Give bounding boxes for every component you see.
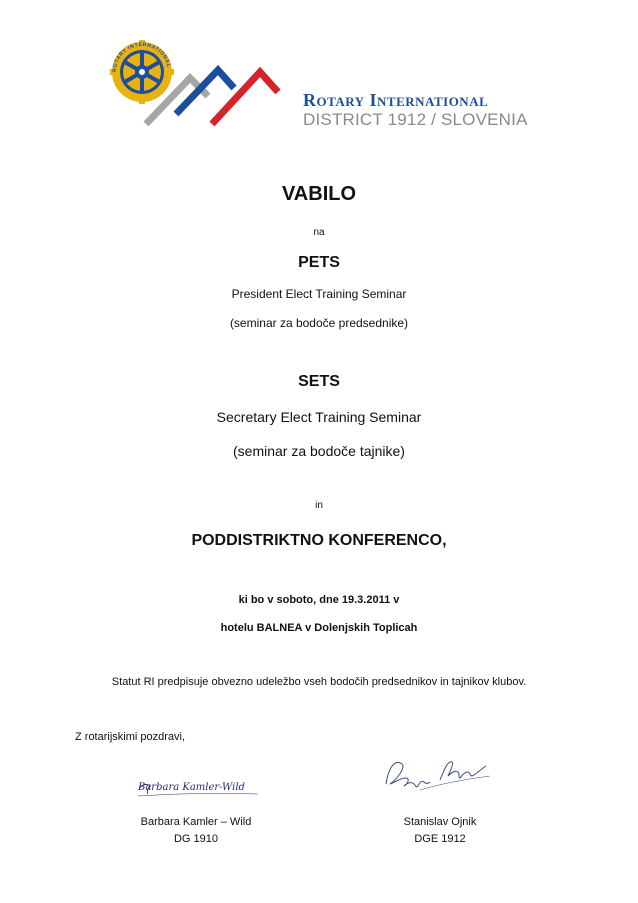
na-text: na [313,227,325,238]
org-name: Rotary International [303,90,489,110]
pets-note: (seminar za bodoče predsednike) [229,316,409,330]
date-line: ki bo v soboto, dne 19.3.2011 v [238,594,400,606]
signer-right-name: Stanislav Ojnik [403,816,477,828]
signature-text: Barbara Kamler-Wild [138,782,245,793]
signature-ojnik [380,750,500,800]
signer-left-role: DG 1910 [173,833,219,845]
pets-subtitle: President Elect Training Seminar [231,287,407,301]
pets-title: PETS [298,254,340,271]
sets-note: (seminar za bodoče tajnike) [233,443,405,459]
conference-title: PODDISTRIKTNO KONFERENCO, [191,532,447,549]
statute-text: Statut RI predpisuje obvezno udeležbo vseh bodočih predsednikov in tajnikov klubov. [111,676,527,688]
greeting-text: Z rotarijskimi pozdravi, [75,731,186,743]
sets-subtitle: Secretary Elect Training Seminar [216,409,422,425]
venue-line: hotelu BALNEA v Dolenjskih Toplicah [220,622,418,634]
in-text: in [315,500,323,511]
invitation-title: VABILO [281,183,357,205]
mountains-emblem-icon [142,56,287,132]
ring-text: ROTARY INTERNATIONAL [111,41,172,73]
sets-title: SETS [298,373,340,390]
org-district: DISTRICT 1912 / SLOVENIA [303,110,528,129]
signature-kamler-wild [110,770,280,806]
signer-right-role: DGE 1912 [414,833,466,845]
signer-left-name: Barbara Kamler – Wild [140,816,252,828]
